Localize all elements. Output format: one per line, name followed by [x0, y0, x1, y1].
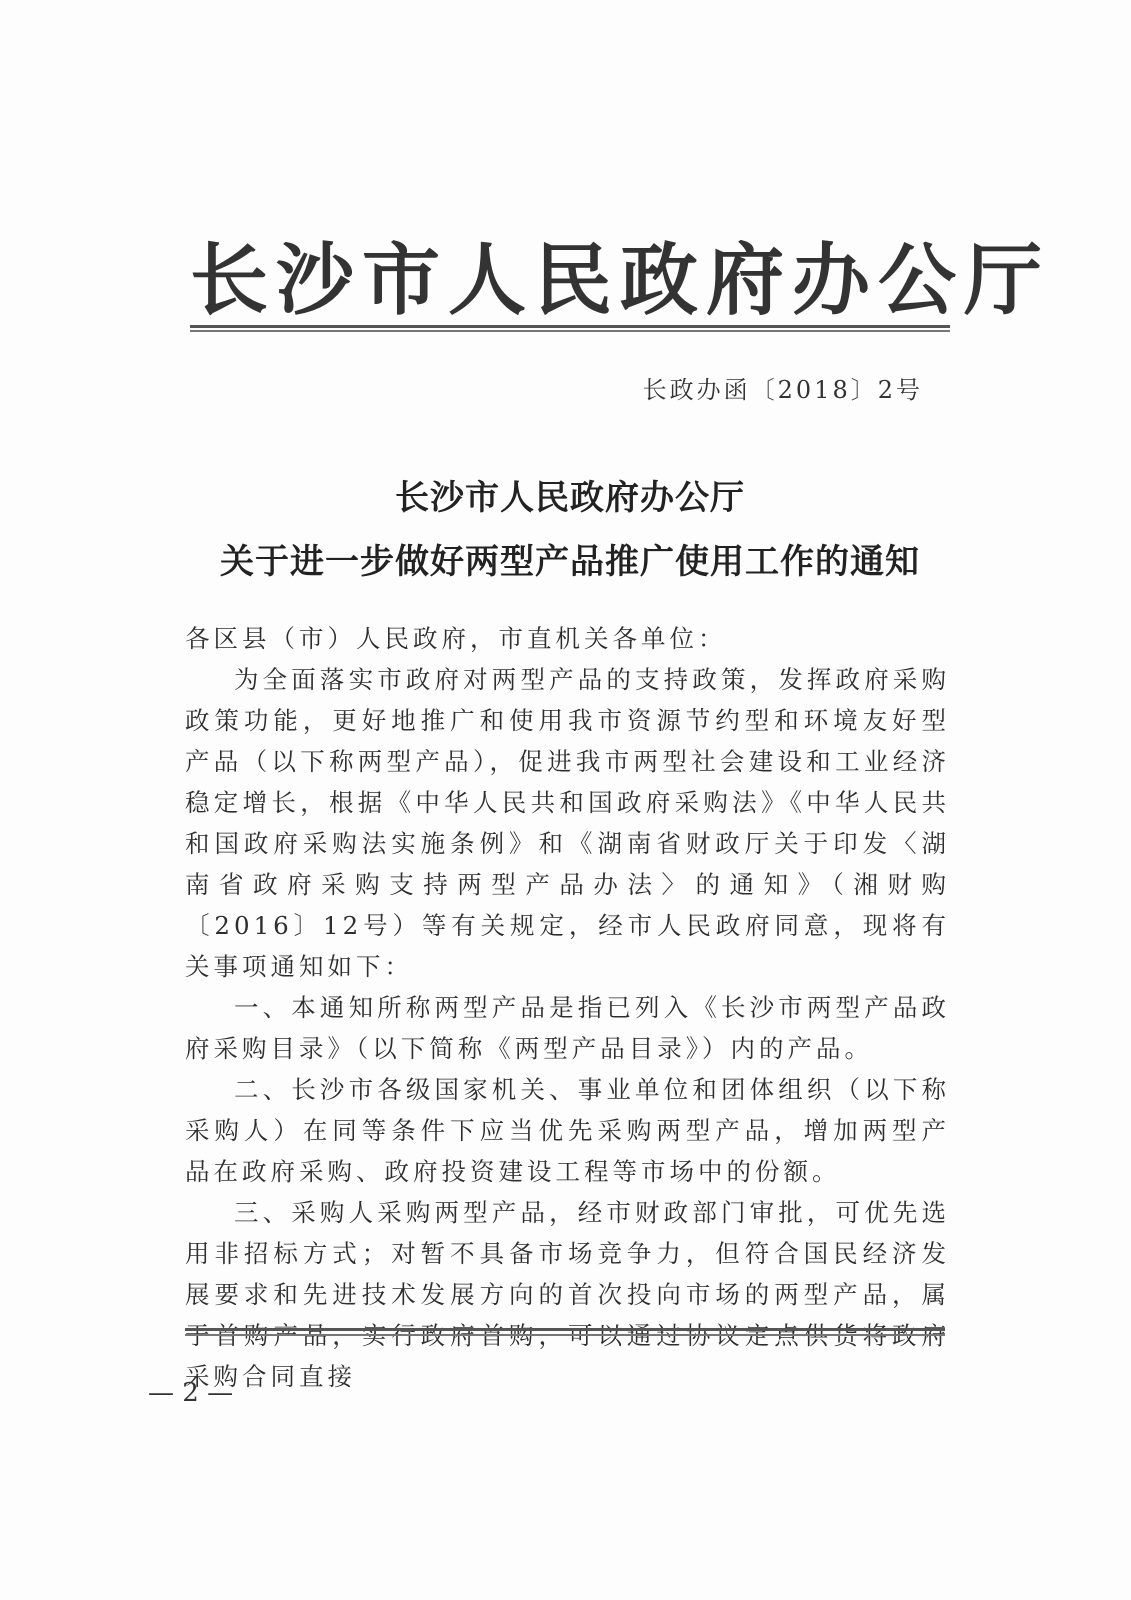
notice-title-line1: 长沙市人民政府办公厅	[395, 478, 745, 518]
page-number: — 2 —	[148, 1378, 234, 1408]
salutation: 各区县（市）人民政府，市直机关各单位：	[185, 624, 727, 653]
paragraph-1: 一、本通知所称两型产品是指已列入《长沙市两型产品政府采购目录》（以下简称《两型产品目录》）内的产品。	[185, 993, 950, 1063]
notice-title-line2: 关于进一步做好两型产品推广使用工作的通知	[220, 542, 920, 582]
masthead-title: 长沙市人民政府办公厅	[190, 236, 1051, 326]
masthead-divider	[190, 325, 950, 332]
footer-divider	[185, 1328, 945, 1336]
document-number: 长政办函〔2018〕2号	[642, 376, 923, 404]
paragraph-3: 三、采购人采购两型产品，经市财政部门审批，可优先选用非招标方式；对暂不具备市场竞争力，但符合国民经济发展要求和先进技术发展方向的首次投向市场的两型产品，属于首购产品，实行政府首购，可以通过协议定点供货将政府采购合同直接	[185, 1198, 950, 1391]
paragraph-2: 二、长沙市各级国家机关、事业单位和团体组织（以下称采购人）在同等条件下应当优先采购两型产品，增加两型产品在政府采购、政府投资建设工程等市场中的份额。	[185, 1075, 950, 1186]
notice-body	[185, 618, 950, 1397]
paragraph-intro: 为全面落实市政府对两型产品的支持政策，发挥政府采购政策功能，更好地推广和使用我市资源节约型和环境友好型产品（以下称两型产品），促进我市两型社会建设和工业经济稳定增长，根据《中华人民共和国政府采购法》《中华人民共和国政府采购法实施条例》和《湖南省财政厅关于印发〈湖南省政府采购支持两型产品办法〉的通知》（湘财购〔2016〕12号）等有关规定，经市人民政府同意，现将有关事项通知如下：	[185, 665, 950, 981]
